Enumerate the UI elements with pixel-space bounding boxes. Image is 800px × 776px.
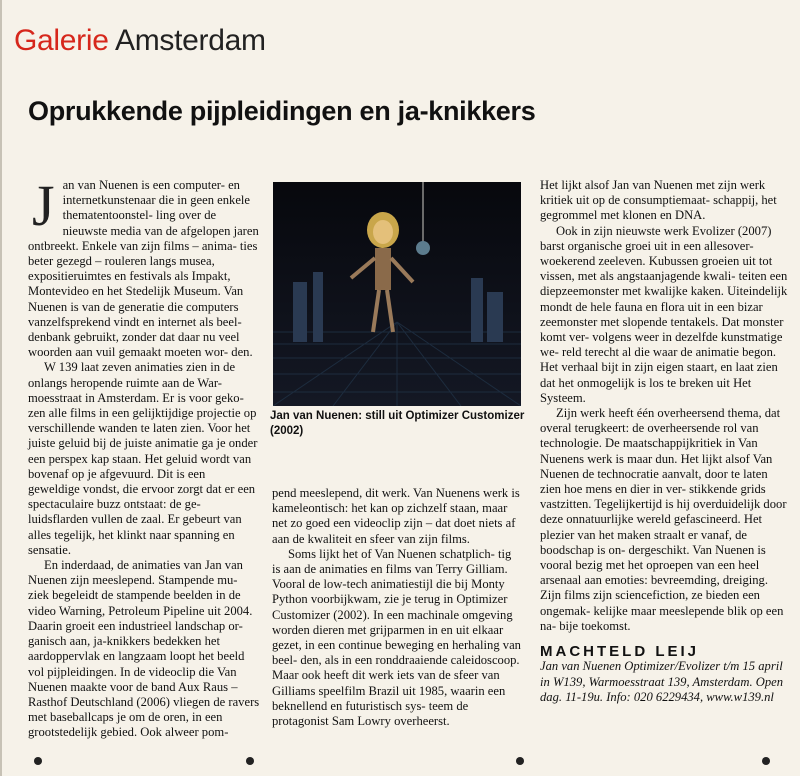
column-marker-bullet [516,757,524,765]
paragraph: Soms lijkt het of Van Nuenen schatplich- tig is aan de animaties en films van Terry Gilliam. Vooral de low-tech animatiestijl die bij Monty Python voorbijkwam, zie je terug in Optimizer Customizer (2002). In een machinale omgeving worden dieren met grijparmen in en uit elkaar gezet, in een continue beweging en herhaling van beel- den, als in een ronddraaiende caleidoscoop. Maar ook heeft dit werk iets van de sfeer van Gilliams speelfilm Brazil uit 1985, waarin een beknellend en futuristisch sys- teem de protagonist Sam Lowry overheerst. [272,546,521,729]
article-photo [273,182,521,406]
paragraph: pend meeslepend, dit werk. Van Nuenens werk is kameleontisch: het kan op zichzelf staan, maar net zo goed een videoclip zijn – dat doet niets af aan de kwaliteit en sfeer van zijn films. [272,486,520,546]
column-3 [540,178,788,705]
photo-caption: Jan van Nuenen: still uit Optimizer Customizer (2002) [270,410,525,437]
column-2 [272,486,522,729]
column-1 [28,173,260,741]
paragraph: W 139 laat zeven animaties zien in de onlangs heropende ruimte aan de War- moesstraat in Amsterdam. Er is voor geko- zen alle films in een gelijktijdige projectie op verschillende wanden te laten zien. Voor het juiste geluid bij de juiste animatie ga je onder een perspex kap staan. Het geluid wordt van bovenaf op je afgevuurd. Dit is een geweldige vondst, die ervoor zorgt dat er een spectaculaire buzz ontstaat: de ge- luidsflarden vullen de zaal. Er gebeurt van alles tegelijk, het klinkt naar spanning en sensatie. [28,360,258,557]
section-label: Galerie [14,24,109,57]
paragraph: Zijn werk heeft één overheersend thema, dat overal terugkeert: de overheersende rol van technologie. De maatschappijkritiek in Van Nuenens werk is maar dun. Het lijkt alsof Van Nuenen de technocratie aanvalt, door te laten zien hoe mens en dier in ver- stikkende grids vastzitten. Tegelijkertijd is hij overduidelijk door deze onnatuurlijke wereld gefascineerd. Het plezier van het maken straalt er vanaf, de boodschap is on- dergeschikt. Van Nuenen is vooral bezig met het oproepen van een heel arsenaal aan emoties: bevreemding, dreiging. Zijn films zijn sciencefiction, ze bieden een ongemak- kelijke maar meeslepende blik op een na- bije toekomst. [540,406,787,633]
paragraph: an van Nuenen is een computer- en internetkunstenaar die in geen enkele thematentoonstel- ling over de nieuwste media van de afgelopen jaren ontbreekt. Enkele van zijn films – anima- ties beter gezegd – rouleren langs musea, expositieruimtes en festivals als Impakt, Montevideo en het Stedelijk Museum. Van Nuenen is van de generatie die computers vanzelfsprekend vindt en internet als beel- denbank gebruikt, zonder dat daar nu veel woorden aan vuil gemaakt moeten wor- den. [28,178,259,360]
paragraph: Het lijkt alsof Jan van Nuenen met zijn werk kritiek uit op de consumptiemaat- schappij, het gegrommel met klonen en DNA. [540,178,777,223]
exhibition-info: Jan van Nuenen Optimizer/Evolizer t/m 15 april in W139, Warmoesstraat 139, Amsterdam. Open dag. 11-19u. Info: 020 6229434, www.w139.nl [540,659,784,704]
column-marker-bullet [762,757,770,765]
city-label: Amsterdam [115,24,266,57]
page-edge-rule [0,0,2,776]
paragraph: Ook in zijn nieuwste werk Evolizer (2007) barst organische groei uit in een allesover- woekerend zeeleven. Kubussen groeien uit tot vissen, met als angstaanjagende kwali- teiten een diepzeemonster met kwalijke kaken. Uiteindelijk mondt de hele fauna en flora uit in een bizar zeemonster met slopende tentakels. Dat monster komt ver- volgens weer in dezelfde kunstmatige we- reld terecht al die waar de animatie begon. Het verhaal bijt in zijn eigen staart, en laat zien dat het onmogelijk is los te breken uit Het Systeem. [540,223,788,405]
paragraph: En inderdaad, de animaties van Jan van Nuenen zijn meeslepend. Stampende mu- ziek begeleidt de stampende beelden in de video Warning, Petroleum Pipeline uit 2004. Daarin groeit een industrieel landschap or- ganisch aan, ja-knikkers bedekken het aardoppervlak en langzaam loopt het beeld vol pijpleidingen. In de videoclip die Van Nuenen maakte voor de band Aux Raus – Rasthof Deutschland (2006) vliegen de ravers met baseballcaps je om de oren, in een grootstedelijk gebied. Ook alweer pom- [28,558,260,740]
animation-still-image [273,182,521,406]
column-marker-bullet [246,757,254,765]
drop-cap: J [32,173,55,238]
section-header [14,24,266,58]
author-byline: MACHTELD LEIJ [540,643,699,661]
column-marker-bullet [34,757,42,765]
article-title: Oprukkende pijpleidingen en ja-knikkers [28,96,536,126]
